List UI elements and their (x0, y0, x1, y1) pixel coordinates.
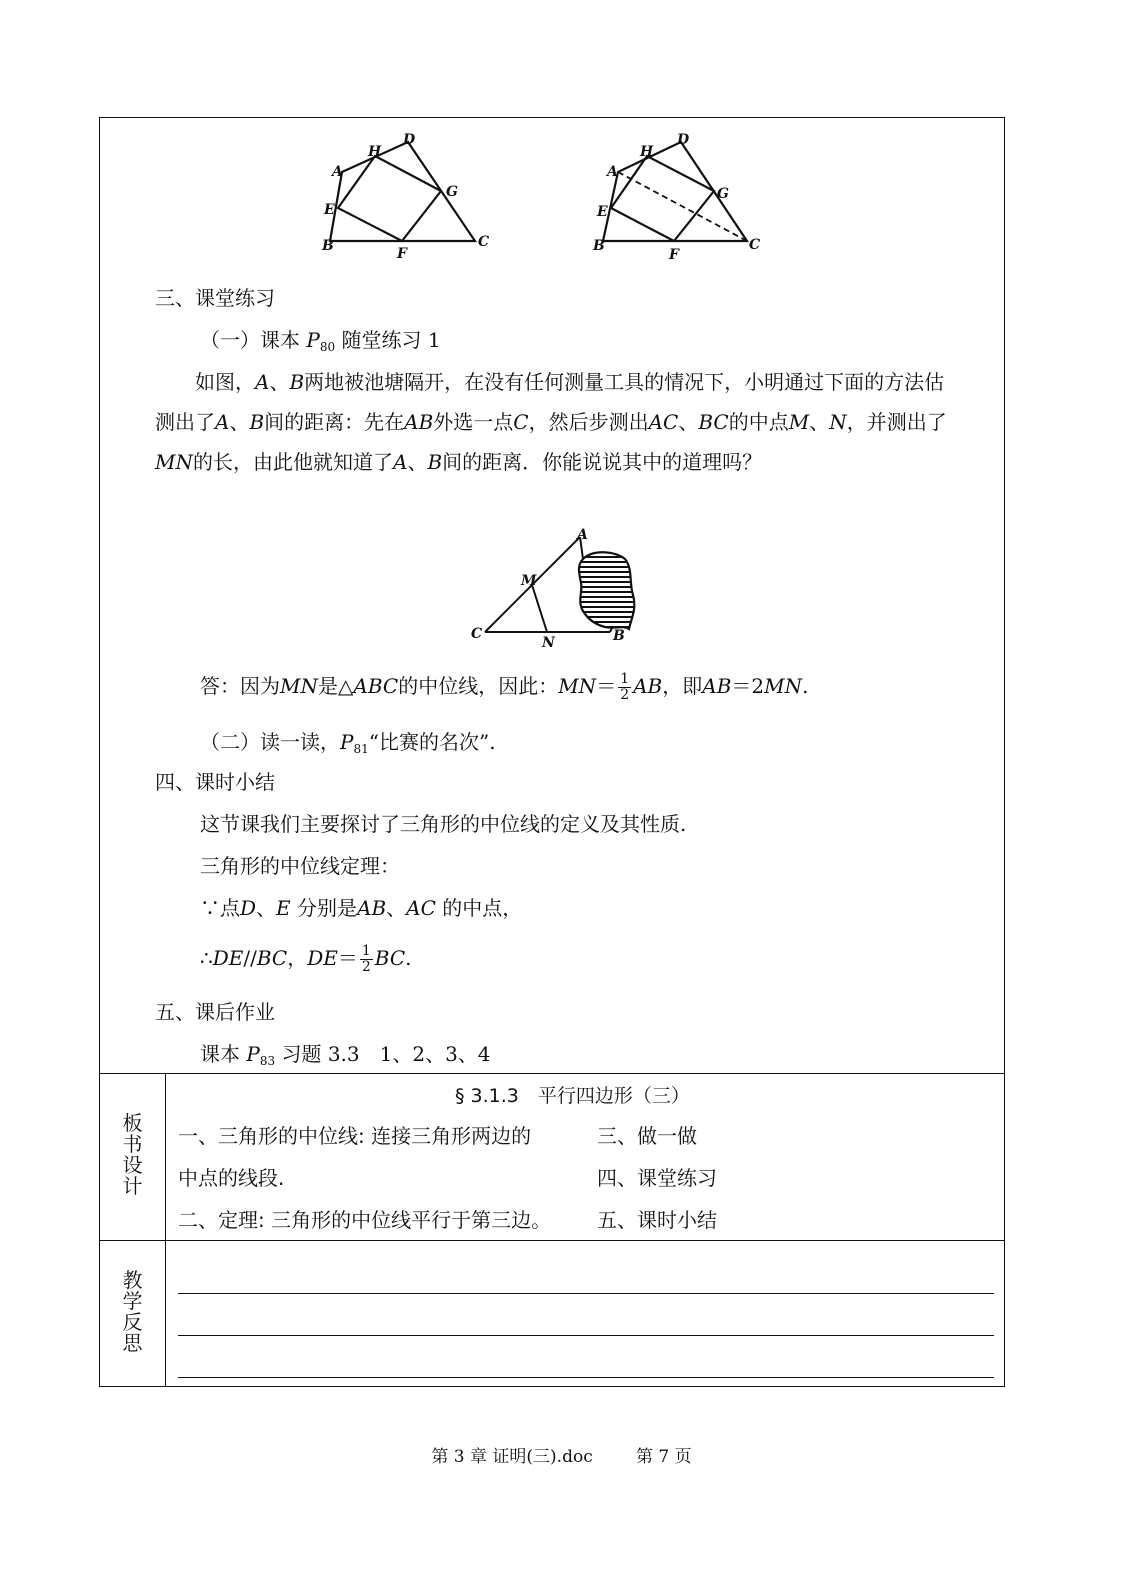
summary-line-4: ∴DE//BC，DE＝ $\frac{1}{2}$ BC. (200, 943, 412, 975)
summary-line-2: 三角形的中位线定理： (200, 854, 400, 878)
label-A: A (607, 164, 618, 180)
label-F: F (669, 247, 679, 260)
problem-text: 如图，A、B两地被池塘隔开，在没有任何测量工具的情况下，小明通过下面的方法估测出了A、B间的距离：先在AB外选一点C，然后步测出AC、BC的中点M、N，并测出了MN的长，由此他就知道了A、B间的距离．你能说说其中的道理吗？ (155, 370, 947, 474)
footer-chapter: 第 3 章 证明(三).doc (431, 1447, 593, 1467)
label-E: E (324, 202, 335, 218)
label-F: F (397, 246, 407, 260)
reflection-line-2 (178, 1335, 994, 1336)
label-D: D (403, 132, 416, 148)
page-footer (0, 1442, 1123, 1467)
summary-line-1: 这节课我们主要探讨了三角形的中位线的定义及其性质. (200, 812, 687, 836)
label-A: A (332, 164, 343, 180)
label-A: A (577, 527, 588, 543)
board-left-line-1: 一、三角形的中位线: 连接三角形两边的 (178, 1124, 532, 1148)
label-D: D (677, 132, 690, 148)
fraction-one-half: $\frac{1}{2}$ (620, 671, 630, 703)
section5-heading: 五、课后作业 (155, 1000, 275, 1024)
label-C: C (471, 626, 483, 642)
board-side-label: 板 书 设 计 (122, 1111, 143, 1198)
summary-line-3: ∵点D、E 分别是AB、AC 的中点， (200, 896, 523, 920)
section3-sub1: （一）课本 $P_{80}$ 随堂练习 1 (200, 328, 441, 354)
side-column-border (165, 1073, 166, 1386)
section4-heading: 四、课时小结 (155, 770, 275, 794)
section3-sub2: （二）读一读，$P_{81}“$比赛的名次”. (200, 730, 496, 756)
label-M: M (521, 573, 537, 589)
section3-heading: 三、课堂练习 (155, 286, 275, 310)
board-right-line-3: 五、课时小结 (597, 1208, 717, 1232)
board-left-line-3: 二、定理: 三角形的中位线平行于第三边。 (178, 1208, 552, 1232)
board-left-line-2: 中点的线段. (178, 1166, 285, 1190)
label-B: B (613, 628, 625, 644)
fraction-one-half: $\frac{1}{2}$ (361, 943, 371, 975)
label-N: N (542, 635, 555, 651)
board-right-line-1: 三、做一做 (597, 1124, 697, 1148)
board-right-line-2: 四、课堂练习 (597, 1166, 717, 1190)
footer-page-number: 第 7 页 (635, 1447, 692, 1467)
homework-line: 课本 $P_{83}$ 习题 3.3 1、2、3、4 (200, 1042, 491, 1068)
label-H: H (368, 144, 382, 160)
label-C: C (749, 237, 761, 253)
pond-triangle-figure (465, 525, 640, 653)
label-C: C (478, 234, 490, 250)
reflection-row-top-border (100, 1240, 1004, 1241)
label-H: H (640, 144, 654, 160)
label-G: G (446, 184, 458, 200)
label-G: G (717, 186, 729, 202)
label-B: B (593, 238, 605, 254)
quadrilateral-midpoint-figure-1 (310, 128, 500, 260)
quadrilateral-midpoint-figure-2 (585, 128, 775, 260)
board-title: § 3.1.3 平行四边形（三） (455, 1085, 690, 1107)
label-E: E (597, 204, 608, 220)
reflection-line-3 (178, 1377, 994, 1378)
reflection-line-1 (178, 1293, 994, 1294)
reflection-side-label: 教 学 反 思 (122, 1268, 143, 1355)
answer-line: 答：因为MN是△ABC的中位线，因此：MN＝ $\frac{1}{2}$ AB，即AB＝2MN. (200, 671, 809, 703)
label-B: B (322, 238, 334, 254)
